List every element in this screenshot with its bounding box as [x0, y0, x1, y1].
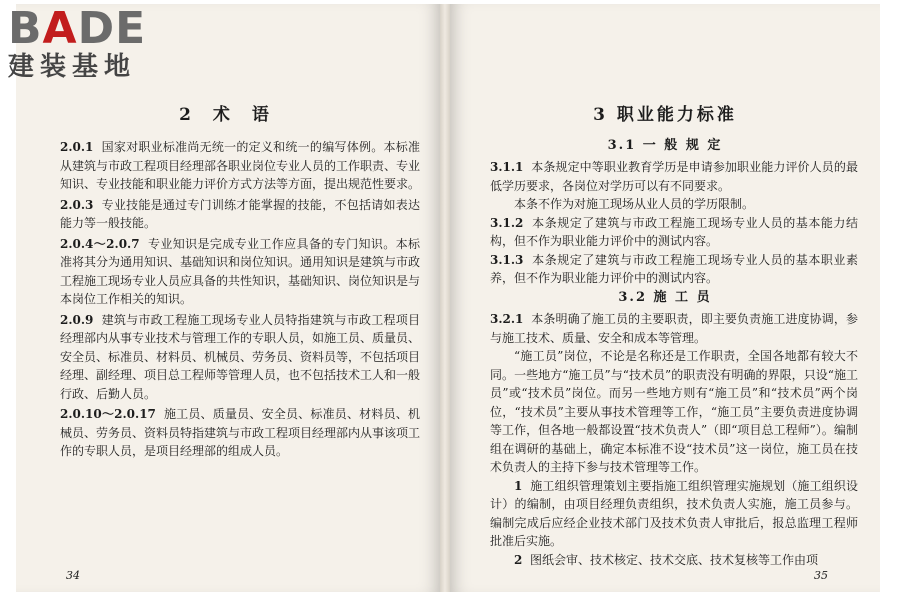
paragraph-text: 本条规定中等职业教育学历是申请参加职业能力评价人员的最低学历要求，各岗位对学历可以有不同要求。 — [490, 160, 858, 193]
paragraph — [490, 195, 858, 214]
paragraph — [60, 138, 420, 194]
paragraph-text: “施工员”岗位，不论是名称还是工作职责，全国各地都有较大不同。一些地方“施工员”与“技术员”的职责没有明确的界限，只设“施工员”或“技术员”岗位。而另一些地方则有“施工员”和“技术员”两个岗位，“技术员”主要从事技术管理等工作，“施工员”主要负责进度协调等工作，但各地一般都设置“技术负责人”（即“项目总工程师”）。编制组在调研的基础上，确定本标准不设“技术员”这一岗位，施工员在技术负责人的主持下参与技术管理等工作。 — [490, 349, 858, 474]
clause-number: 2.0.3 — [60, 197, 94, 212]
paragraph-text: 本条规定了建筑与市政工程施工现场专业人员的基本职业素养，但不作为职业能力评价中的测试内容。 — [490, 252, 858, 285]
clause-number: 2.0.9 — [60, 312, 94, 327]
paragraph-text: 本条规定了建筑与市政工程施工现场专业人员的基本能力结构，但不作为职业能力评价中的测试内容。 — [490, 215, 858, 248]
paragraph-text: 图纸会审、技术核定、技术交底、技术复核等工作由项 — [530, 552, 819, 567]
paragraph-text: 本条明确了施工员的主要职责，即主要负责施工进度协调，参与施工技术、质量、安全和成本等管理。 — [490, 312, 858, 345]
paragraph-text: 施工组织管理策划主要指施工组织管理实施规划（施工组织设计）的编制，由项目经理负责组织，技术负责人实施，施工员参与。编制完成后应经企业技术部门及技术负责人审批后，报总监理工程师批准后实施。 — [490, 478, 858, 548]
logo-subtitle: 建装基地 — [8, 52, 137, 82]
left-page-heading: 2 术 语 — [179, 105, 277, 125]
clause-number: 1 — [514, 478, 523, 493]
paragraph — [490, 310, 858, 347]
book-gutter — [440, 4, 450, 592]
paragraph — [490, 158, 858, 195]
clause-number: 2.0.10～2.0.17 — [60, 407, 156, 421]
bleed-through-text — [316, 54, 436, 94]
paragraph — [490, 214, 858, 251]
paragraph — [490, 477, 858, 551]
paragraph-text: 专业技能是通过专门训练才能掌握的技能，不包括请如表达能力等一般技能。 — [60, 197, 420, 230]
right-page — [450, 4, 880, 592]
clause-number: 2.0.1 — [60, 140, 94, 154]
paragraph — [490, 251, 858, 288]
left-page-body — [60, 138, 420, 463]
page-number-right: 35 — [814, 569, 828, 582]
page-number-left: 34 — [66, 569, 80, 582]
clause-number: 2.0.4～2.0.7 — [60, 236, 140, 251]
left-page — [16, 4, 440, 592]
paragraph — [60, 405, 420, 461]
section-title-construction-worker: 3.2 施 工 员 — [618, 290, 712, 305]
paragraph — [60, 235, 420, 309]
clause-number: 3.1.1 — [490, 160, 524, 174]
clause-number: 2 — [514, 552, 523, 567]
clause-number: 3.1.2 — [490, 215, 524, 230]
paragraph-text: 施工员、质量员、安全员、标准员、材料员、机械员、劳务员、资料员特指建筑与市政工程项目经理部内从事该项工作的专职人员，是项目经理部的组成人员。 — [60, 407, 421, 458]
section-general-body — [490, 158, 858, 288]
section-title-general: 3.1 一 般 规 定 — [607, 138, 723, 153]
paragraph-text: 建筑与市政工程施工现场专业人员特指建筑与市政工程项目经理部内从事专业技术与管理工作的专职人员，如施工员、质量员、安全员、标准员、材料员、机械员、劳务员、资料员等，不包括项目经理、副经理、项目总工程师等管理人员，也不包括技术工人和一般行政、后勤人员。 — [60, 312, 421, 401]
clause-number: 3.1.3 — [490, 252, 524, 267]
paragraph-text: 专业知识是完成专业工作应具备的专门知识。本标准将其分为通用知识、基础知识和岗位知识。通用知识是建筑与市政工程施工现场专业人员应具备的共性知识，基础知识、岗位知识是与本岗位工作相关的知识。 — [60, 236, 421, 306]
bade-logo — [8, 3, 178, 86]
paragraph — [60, 311, 420, 404]
section-construction-body — [490, 310, 858, 569]
logo-wordmark: BADE — [8, 3, 147, 54]
paragraph-text: 国家对职业标准尚无统一的定义和统一的编写体例。本标准从建筑与市政工程项目经理部各职业岗位专业人员的工作职责、专业知识、专业技能和职业能力评价方式方法等方面，提出规范性要求。 — [60, 140, 421, 191]
paragraph — [490, 551, 858, 570]
clause-number: 3.2.1 — [490, 312, 524, 326]
paragraph — [490, 347, 858, 477]
paragraph — [60, 196, 420, 233]
right-page-heading: 3 职业能力标准 — [593, 105, 737, 125]
paragraph-text: 本条不作为对施工现场从业人员的学历限制。 — [514, 197, 755, 211]
